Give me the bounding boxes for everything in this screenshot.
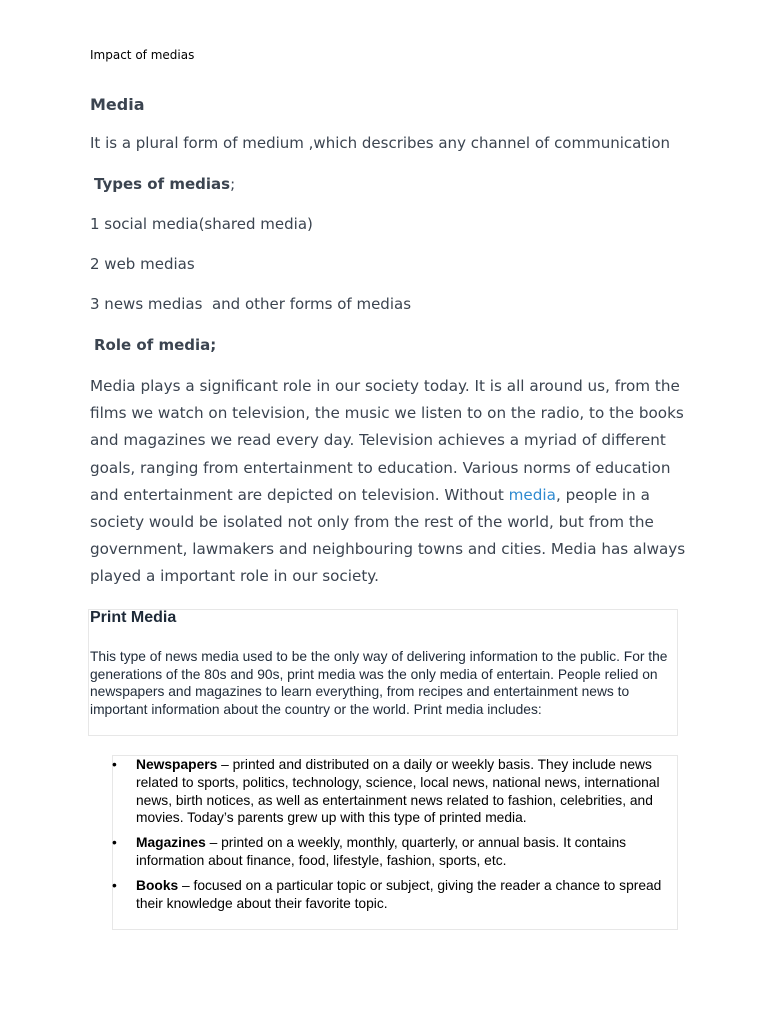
list-item-term: Magazines: [136, 835, 206, 851]
media-link[interactable]: media: [508, 485, 556, 504]
list-item-newspapers: [112, 756, 678, 827]
print-media-description: This type of news media used to be the only way of delivering information to the public. For the generations of the 80s and 90s, print media was the only media of entertain. People relied on newspapers and magazines to learn everything, from recipes and entertainment news to important information about the country or the world. Print media includes:: [90, 649, 668, 717]
bullet-icon: •: [112, 835, 117, 851]
heading-role-of-media: Role of media;: [94, 336, 217, 354]
type-item-3: 3 news medias and other forms of medias: [90, 295, 412, 313]
print-media-list: [112, 756, 678, 919]
list-item-text: – printed and distributed on a daily or weekly basis. They include news related to sports, politics, technology, science, local news, national news, international news, birth notices, as well as entertainment news related to fashion, celebrities, and movies. Today’s parents grew up with this type of printed media.: [136, 757, 660, 826]
list-item-books: [112, 877, 678, 913]
role-paragraph-start: Media plays a significant role in our society today. It is all around us, from the films we watch on television, the music we listen to on the radio, to the books and magazines we read every day. Television achieves a myriad of different goals, ranging from entertainment to education. Various norms of education and entertainment are depicted on television. Without: [90, 377, 684, 504]
type-item-2: 2 web medias: [90, 255, 195, 273]
list-item-term: Books: [136, 877, 179, 893]
list-item-term: Newspapers: [136, 757, 218, 772]
list-item-text: – focused on a particular topic or subject, giving the reader a chance to spread their knowledge about their favorite topic.: [136, 877, 662, 911]
heading-types-of-medias: [94, 175, 235, 193]
list-item-magazines: [112, 834, 678, 870]
bullet-icon: •: [112, 757, 117, 772]
print-media-title: Print Media: [90, 609, 177, 626]
role-paragraph-end: , people in a society would be isolated not only from the rest of the world, but from the government, lawmakers and neighbouring towns and cities. Media has always played a important role in our society.: [90, 485, 686, 586]
heading-media: Media: [90, 95, 145, 114]
list-item-text: – printed on a weekly, monthly, quarterly, or annual basis. It contains information about finance, food, lifestyle, fashion, sports, etc.: [136, 835, 627, 868]
document-title: Impact of medias: [90, 48, 195, 62]
role-paragraph: [90, 373, 690, 591]
types-heading-suffix: ;: [230, 175, 236, 193]
bullet-icon: •: [112, 877, 117, 893]
media-definition: It is a plural form of medium ,which describes any channel of communication: [90, 134, 671, 152]
type-item-1: 1 social media(shared media): [90, 215, 313, 233]
types-heading-text: Types of medias: [94, 175, 231, 193]
